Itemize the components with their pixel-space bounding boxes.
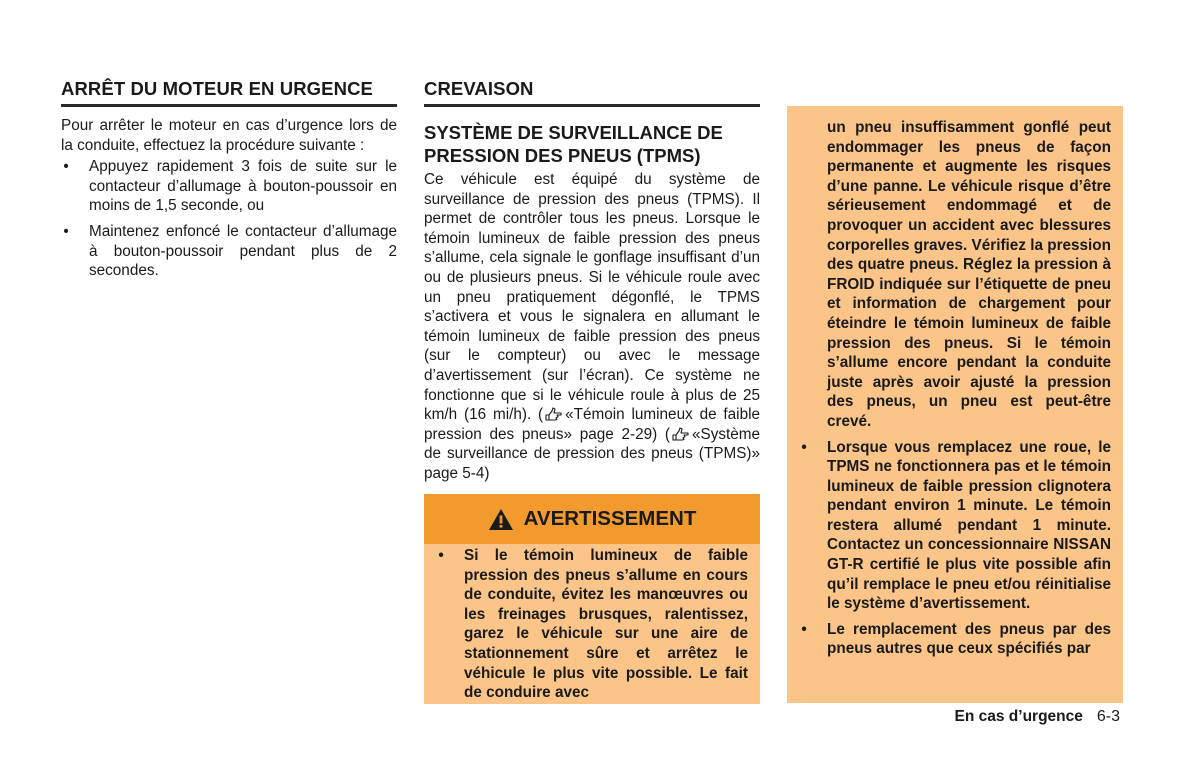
page-number: 6-3	[1096, 708, 1120, 725]
warning-header	[424, 494, 760, 544]
list-item-text: Appuyez rapidement 3 fois de suite sur le contacteur d’allumage à bouton-poussoir en moins de 1,5 seconde, ou	[89, 158, 397, 215]
list-item-text: Maintenez enfoncé le contacteur d’allumage à bouton-poussoir pendant plus de 2 secondes.	[89, 222, 397, 280]
tpms-text-part-3: «Système de surveillance de pression des pneus (TPMS)» page 5-4)	[424, 425, 760, 482]
warning-triangle-icon	[488, 508, 514, 531]
warning-box	[424, 494, 760, 704]
page-footer	[955, 708, 1120, 726]
bullet-icon: •	[63, 222, 69, 240]
section-title-emergency-stop: ARRÊT DU MOTEUR EN URGENCE	[61, 80, 397, 107]
warning-list	[424, 544, 760, 703]
warning-item	[787, 620, 1123, 659]
section-title-flat-tire: CREVAISON	[424, 80, 760, 107]
tpms-content	[424, 121, 760, 484]
bullet-icon: •	[63, 158, 69, 176]
emergency-stop-list	[61, 157, 397, 281]
warning-item-text: Lorsque vous remplacez une roue, le TPMS ne fonctionnera pas et le témoin lumineux de faible pression clignotera pendant environ 1 minute. Le témoin restera allumé pendant 1 minute. Contactez un concessionnaire NISSAN GT-R certifié le plus vite possible afin qu’il remplace le pneu et/ou réinitialise le système d’avertissement.	[827, 438, 1111, 613]
warning-list-continued	[787, 118, 1123, 659]
emergency-stop-content	[61, 116, 397, 281]
warning-title: AVERTISSEMENT	[523, 507, 697, 530]
warning-box-continued	[787, 106, 1123, 703]
tpms-text-part-2: «Témoin lumineux de faible pression des pneus» page 2-29) (	[424, 406, 760, 443]
subsection-title-tpms: SYSTÈME DE SURVEILLANCE DE PRESSION DES PNEUS (TPMS)	[424, 122, 723, 166]
tpms-text-part-1: Ce véhicule est équipé du système de surveillance de pression des pneus (TPMS). Il permet de contrôler tous les pneus. Lorsque le témoin lumineux de faible pression des pneus s’allume, cela signale le gonflage insuffisant d’un ou de plusieurs pneus. Si le véhicule roule avec un pneu pratiquement dégonflé, le TPMS s’activera et vous le signalera en allumant le témoin lumineux de faible pression des pneus (sur le compteur) ou avec le message d’avertissement (sur l’écran). Ce système ne fonctionne que si le véhicule roule à plus de 25 km/h (16 mi/h). (	[424, 171, 760, 424]
tpms-description	[424, 170, 760, 484]
warning-item-text: Si le témoin lumineux de faible pression des pneus s’allume en cours de conduite, évitez les manœuvres ou les freinages brusques, ralentissez, garez le véhicule sur une aire de stationnement sûre et arrêtez le véhicule le plus vite possible. Le fait de conduire avec	[464, 547, 748, 702]
list-item	[61, 157, 397, 216]
warning-item-continued	[787, 118, 1123, 432]
bullet-icon: •	[801, 620, 807, 638]
bullet-icon: •	[801, 438, 807, 456]
emergency-stop-intro: Pour arrêter le moteur en cas d’urgence lors de la conduite, effectuez la procédure suivante :	[61, 117, 397, 154]
warning-item-text: un pneu insuffisamment gonflé peut endommager les pneus de façon permanente et augmente les risques d’une panne. Le véhicule risque d’être sérieusement endommagé et de provoquer un accident avec blessures corporelles graves. Vérifiez la pression des quatre pneus. Réglez la pression à FROID indiquée sur l’étiquette de pneu et information de chargement pour éteindre le témoin lumineux de faible pression des pneus. Si le témoin s’allume encore pendant la conduite juste après avoir ajusté la pression des pneus, un pneu est peut-être crevé.	[827, 119, 1111, 430]
warning-item-text: Le remplacement des pneus par des pneus autres que ceux spécifiés par	[827, 620, 1111, 658]
bullet-icon: •	[438, 547, 444, 564]
pointing-hand-icon	[545, 407, 563, 421]
list-item	[61, 222, 397, 281]
footer-section-name: En cas d’urgence	[954, 708, 1083, 725]
pointing-hand-icon	[672, 427, 690, 441]
warning-item	[424, 546, 760, 703]
warning-item	[787, 438, 1123, 614]
